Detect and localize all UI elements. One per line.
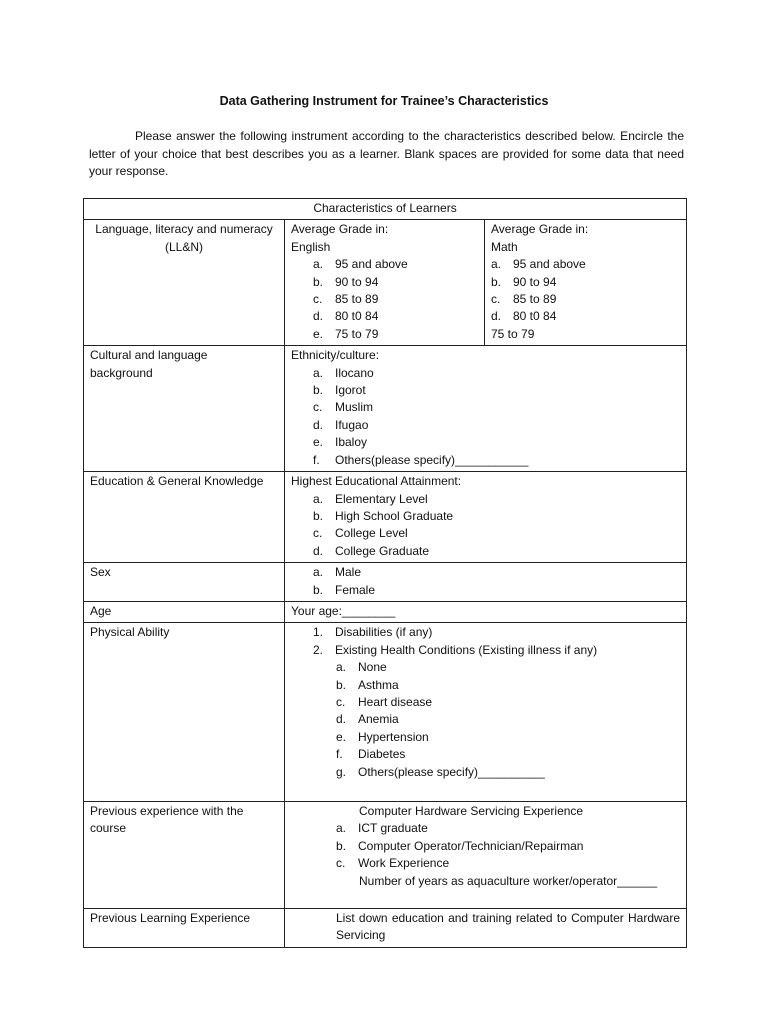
table-header-row (84, 199, 687, 220)
list-item: b. High School Graduate (313, 508, 454, 523)
row-label-education: Education & General Knowledge (84, 472, 285, 563)
list-item: a. Ilocano (313, 365, 374, 380)
list-item: b. Computer Operator/Technician/Repairman (336, 838, 584, 853)
list-item: d. College Graduate (313, 543, 430, 558)
list-item: c. Heart disease (336, 694, 433, 709)
list-item: a. Elementary Level (313, 491, 428, 506)
list-item: c. College Level (313, 526, 408, 541)
row-label-age: Age (84, 601, 285, 622)
table-row-culture (84, 346, 687, 472)
row-label-learning: Previous Learning Experience (84, 909, 285, 948)
list-item: b. 90 to 94 (313, 274, 379, 289)
list-item: b. Igorot (313, 383, 366, 398)
list-item: c. Work Experience (336, 856, 450, 871)
row-label-culture: Cultural and language background (84, 346, 285, 472)
list-item: f. Others(please specify)___________ (313, 452, 529, 467)
list-item: d. 80 t0 84 (313, 309, 379, 324)
list-item: a. Male (313, 565, 362, 580)
previous-cell (285, 802, 687, 909)
llin-label-line1: Language, literacy and numeracy (95, 222, 273, 237)
culture-cell (285, 346, 687, 472)
row-label-llin (84, 220, 285, 346)
llin-label-line2: (LL&N) (164, 239, 203, 254)
list-item: a. 95 and above (313, 257, 408, 272)
previous-footer: Number of years as aquaculture worker/operator______ (359, 873, 658, 888)
sex-cell (285, 563, 687, 602)
row-label-sex: Sex (84, 563, 285, 602)
table-row-learning (84, 909, 687, 948)
list-item: c. 85 to 89 (491, 292, 557, 307)
table-row-previous (84, 802, 687, 909)
instructions-text: Please answer the following instrument according to the characteristics described below. Encircle the letter of your choice that best describes you as a learner. Blank spaces are provided for some data that need your response. (89, 129, 684, 178)
physical-cell (285, 623, 687, 802)
row-label-physical: Physical Ability (84, 623, 285, 802)
list-item: a. None (336, 660, 387, 675)
table-header: Characteristics of Learners (84, 199, 687, 220)
table-row-age (84, 601, 687, 622)
table-row-physical (84, 623, 687, 802)
table-row-sex (84, 563, 687, 602)
math-heading: Average Grade in: (491, 222, 589, 237)
list-item: b. 90 to 94 (491, 274, 557, 289)
llin-grades-cell (285, 220, 687, 346)
list-item: d. 80 t0 84 (491, 309, 557, 324)
characteristics-table (83, 198, 687, 948)
culture-heading: Ethnicity/culture: (291, 348, 380, 363)
row-label-previous: Previous experience with the course (84, 802, 285, 909)
math-grades (485, 220, 686, 345)
previous-heading: Computer Hardware Servicing Experience (359, 804, 584, 818)
list-item: c. Muslim (313, 400, 373, 415)
list-item: 75 to 79 (491, 326, 535, 341)
list-item: d. Anemia (336, 712, 399, 727)
table-row-education (84, 472, 687, 563)
list-item: e. 75 to 79 (313, 326, 379, 341)
english-grades (285, 220, 485, 345)
list-item: e. Ibaloy (313, 435, 368, 450)
english-subject: English (291, 239, 331, 254)
list-item: f. Diabetes (336, 747, 406, 762)
education-heading: Highest Educational Attainment: (291, 474, 462, 489)
list-item: a. 95 and above (491, 257, 586, 272)
instructions-paragraph (89, 128, 684, 181)
list-item: a. ICT graduate (336, 821, 428, 836)
math-subject: Math (491, 239, 518, 254)
english-heading: Average Grade in: (291, 222, 389, 237)
table-row-llin (84, 220, 687, 346)
list-item: g. Others(please specify)__________ (336, 764, 545, 779)
list-item: d. Ifugao (313, 417, 369, 432)
learning-cell (285, 909, 687, 948)
list-item: 1. Disabilities (if any) (313, 625, 433, 640)
list-item: 2. Existing Health Conditions (Existing illness if any) (313, 642, 598, 657)
learning-text: List down education and training related to Computer Hardware Servicing (336, 911, 681, 943)
document-title: Data Gathering Instrument for Trainee’s Characteristics (219, 94, 549, 108)
list-item: c. 85 to 89 (313, 292, 379, 307)
list-item: b. Female (313, 582, 376, 597)
age-cell: Your age:________ (285, 601, 687, 622)
list-item: b. Asthma (336, 677, 399, 692)
education-cell (285, 472, 687, 563)
list-item: e. Hypertension (336, 729, 429, 744)
